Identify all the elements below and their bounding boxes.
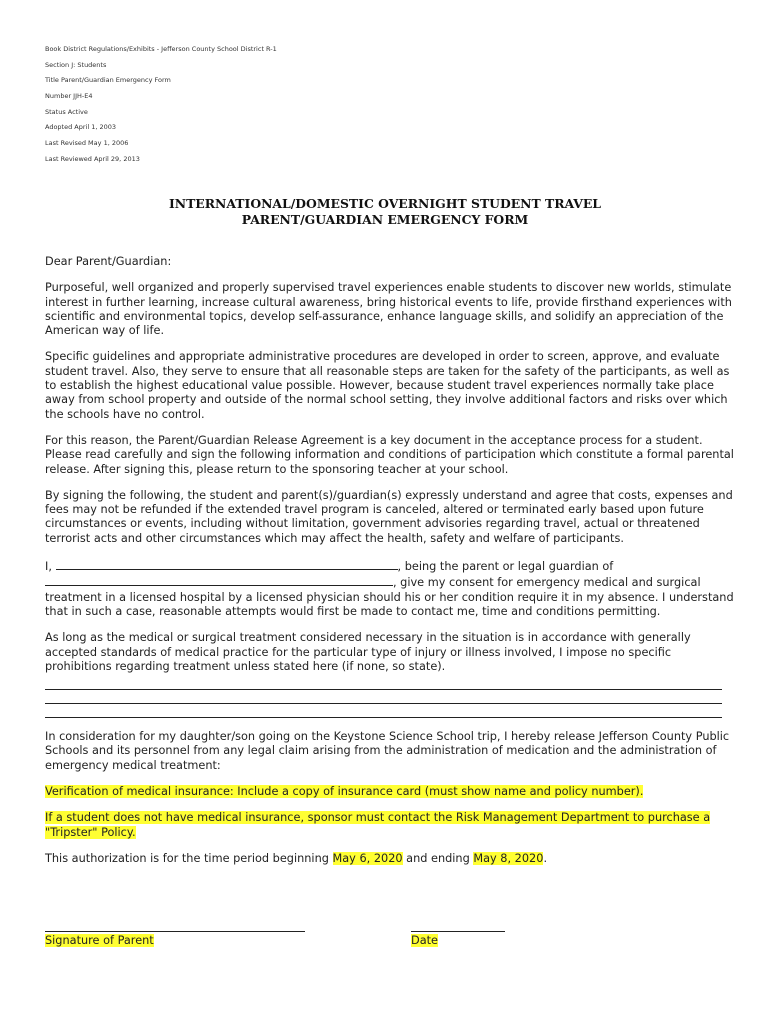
tripster-highlight: If a student does not have medical insurance, sponsor must contact the Risk Management Department to purchase a "Tripster" Policy. (45, 811, 711, 839)
paragraph-treatment-standards: As long as the medical or surgical treatment considered necessary in the situation is in accordance with generally accepted standards of medical practice for the particular type of injury or illness involved, I impose no specific prohibitions regarding treatment unless stated here (if none, so state). (45, 631, 691, 673)
meta-reviewed: Last Reviewed April 29, 2013 (45, 154, 140, 163)
date-signature-block (411, 917, 505, 948)
paragraph-consent (45, 558, 735, 619)
parent-signature-line[interactable] (45, 917, 305, 932)
paragraph-guidelines: Specific guidelines and appropriate administrative procedures are developed in order to screen, approve, and evaluate student travel. Also, they serve to ensure that all reasonable steps are taken for the safety of the participants, as well as to establish the highest educational value possible. However, because student travel experiences normally take place away from school property and outside of the normal school setting, they involve additional factors and risks over which the schools have no control. (45, 350, 730, 421)
prohibitions-lines (45, 676, 735, 718)
meta-book: Book District Regulations/Exhibits - Jefferson County School District R-1 (45, 45, 277, 53)
parent-signature-block (45, 917, 305, 948)
paragraph-release-agreement: For this reason, the Parent/Guardian Release Agreement is a key document in the acceptance process for a student. Please read carefully and sign the following information and conditions of participation which constitute a formal parental release. After signing this, please return to the sponsoring teacher at your school. (45, 433, 734, 476)
auth-end-date[interactable]: May 8, 2020 (473, 851, 544, 865)
auth-prefix: This authorization is for the time period beginning (45, 851, 333, 865)
meta-title: Title Parent/Guardian Emergency Form (45, 76, 171, 85)
consent-guardian-text: , being the parent or legal guardian of (397, 560, 614, 574)
auth-suffix: . (543, 851, 548, 865)
meta-number: Number JJH-E4 (45, 92, 93, 101)
insurance-verification (45, 785, 735, 799)
auth-middle: and ending (402, 851, 474, 865)
meta-adopted: Adopted April 1, 2003 (45, 123, 117, 132)
parent-signature-label: Signature of Parent (45, 934, 154, 947)
student-name-field[interactable] (45, 574, 393, 586)
paragraph-refund-terms: By signing the following, the student and parent(s)/guardian(s) expressly understand and agree that costs, expenses and fees may not be refunded if the extended travel program is canceled, altered or terminated early based upon future circumstances or events, including without limitation, government advisories regarding travel, actual or threatened terrorist acts and other circumstances which may affect the health, safety and welfare of participants. (45, 488, 733, 545)
auth-start-date[interactable]: May 6, 2020 (332, 851, 403, 865)
insurance-highlight: Verification of medical insurance: Include a copy of insurance card (must show name and policy number). (45, 785, 644, 799)
paragraph-liability-release: In consideration for my daughter/son going on the Keystone Science School trip, I hereby release Jefferson County Public Schools and its personnel from any legal claim arising from the administration of medication and the administration of emergency medical treatment: (45, 730, 730, 772)
form-title (0, 196, 770, 228)
meta-section: Section J: Students (45, 60, 107, 69)
title-line-2: PARENT/GUARDIAN EMERGENCY FORM (241, 212, 529, 227)
tripster-notice (45, 811, 735, 840)
prohibitions-line-2[interactable] (45, 690, 722, 704)
authorization-period (45, 852, 735, 866)
date-label: Date (411, 934, 439, 947)
date-line[interactable] (411, 917, 505, 932)
consent-treatment-text: , give my consent for emergency medical and surgical treatment in a licensed hospital by a licensed physician should his or her condition require it in my absence. I understand that in such a case, reasonable attempts would first be made to contact me, time and conditions permitting. (45, 576, 734, 618)
salutation: Dear Parent/Guardian: (45, 255, 172, 268)
document-metadata (45, 44, 277, 170)
parent-name-field[interactable] (56, 558, 398, 570)
meta-status: Status Active (45, 107, 88, 116)
consent-i: I, (45, 560, 52, 574)
prohibitions-line-3[interactable] (45, 704, 722, 718)
title-line-1: INTERNATIONAL/DOMESTIC OVERNIGHT STUDENT TRAVEL (168, 196, 602, 211)
meta-revised: Last Revised May 1, 2006 (45, 139, 129, 148)
form-body (45, 255, 735, 866)
paragraph-purpose: Purposeful, well organized and properly supervised travel experiences enable students to discover new worlds, stimulate interest in further learning, increase cultural awareness, bring historical events to life, provide firsthand experiences with scientific and environmental topics, develop self-assurance, enhance language skills, and solidify an appreciation of the American way of life. (45, 281, 732, 338)
prohibitions-line-1[interactable] (45, 676, 722, 690)
